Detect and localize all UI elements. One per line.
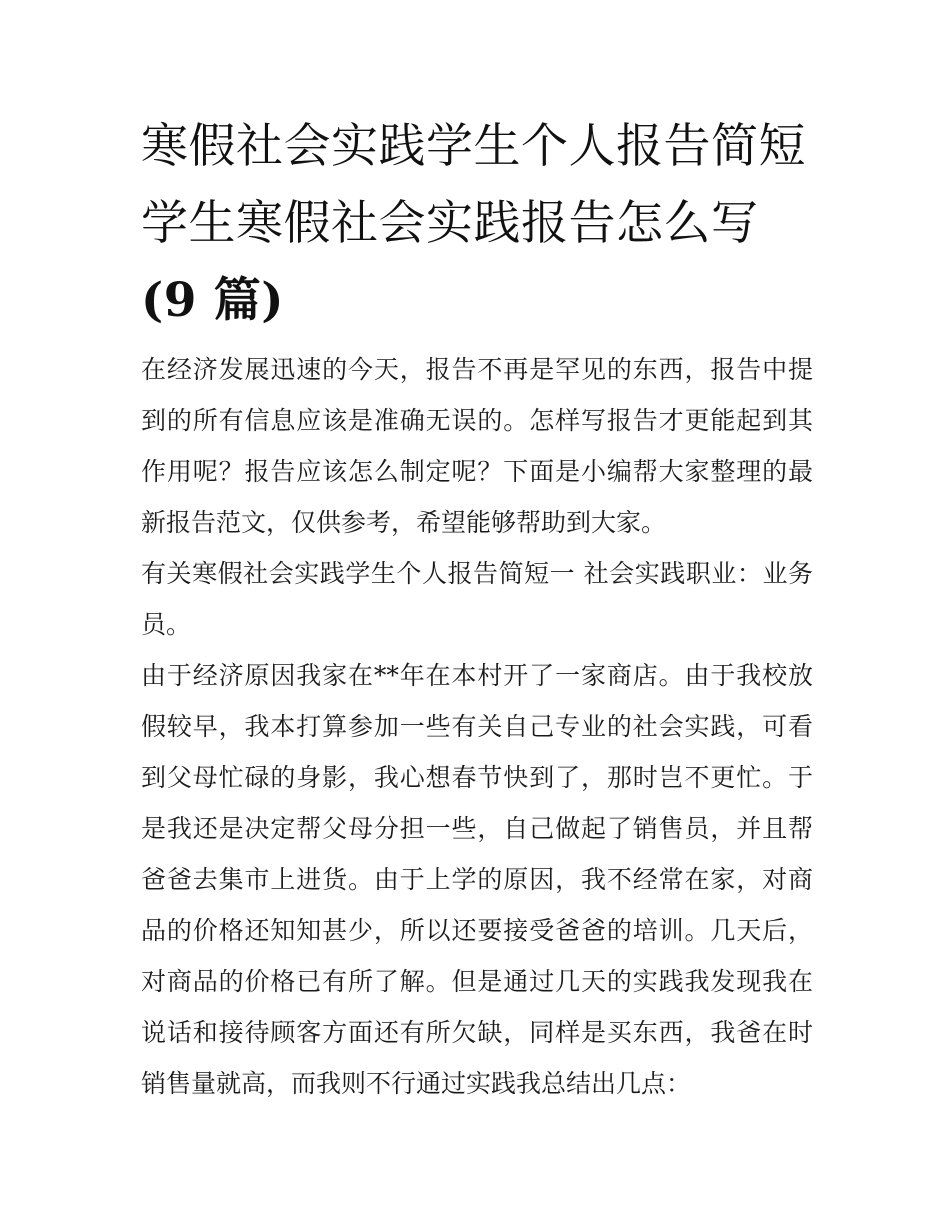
title-count-text: (9 篇) <box>141 273 285 328</box>
body-paragraph: 由于经济原因我家在**年在本村开了一家商店。由于我校放假较早，我本打算参加一些有关自己专业的社会实践，可看到父母忙碌的身影，我心想春节快到了，那时岂不更忙。于是我还是决定帮父母分担一些，自己做起了销售员，并且帮爸爸去集市上进货。由于上学的原因，我不经常在家，对商品的价格还知知甚少，所以还要接受爸爸的培训。几天后，对商品的价格已有所了解。但是通过几天的实践我发现我在说话和接待顾客方面还有所欠缺，同样是买东西，我爸在时销售量就高，而我则不行通过实践我总结出几点： <box>141 661 813 1098</box>
document-title <box>141 108 813 339</box>
document-body <box>141 108 813 1109</box>
section-heading-paragraph: 有关寒假社会实践学生个人报告简短一 社会实践职业：业务员。 <box>141 559 813 639</box>
title-main-text: 寒假社会实践学生个人报告简短 学生寒假社会实践报告怎么写 <box>141 119 806 251</box>
intro-paragraph: 在经济发展迅速的今天，报告不再是罕见的东西，报告中提到的所有信息应该是准确无误的。怎样写报告才更能起到其作用呢？报告应该怎么制定呢？下面是小编帮大家整理的最新报告范文，仅供参考，希望能够帮助到大家。 <box>141 355 813 537</box>
